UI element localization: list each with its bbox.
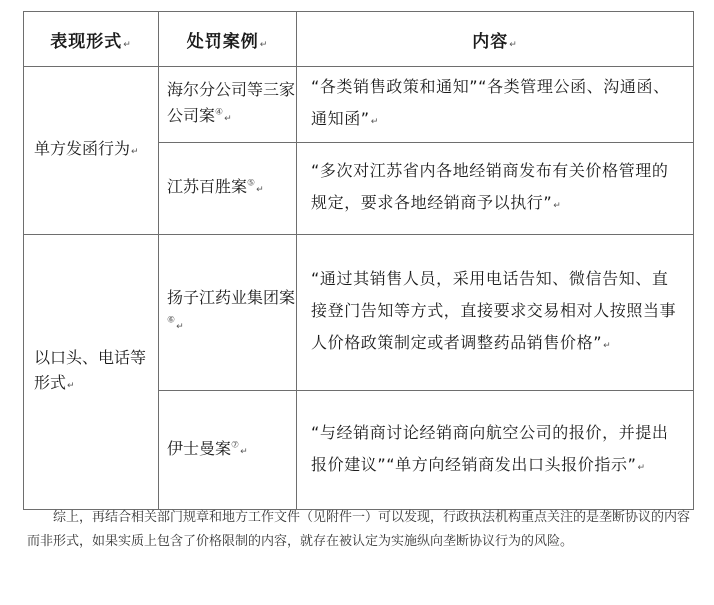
penalty-cases-table: [23, 11, 694, 510]
case-cell: 伊士曼案⑦↵: [159, 391, 297, 510]
content-cell: “通过其销售人员，采用电话告知、微信告知、直接登门告知等方式，直接要求交易相对人按照当事人价格政策制定或者调整药品销售价格”↵: [297, 235, 694, 391]
header-form: 表现形式↵: [24, 12, 159, 67]
header-case: 处罚案例↵: [159, 12, 297, 67]
table-row: [24, 67, 694, 143]
summary-paragraph: 综上，再结合相关部门规章和地方工作文件（见附件一）可以发现，行政执法机构重点关注的是垄断协议的内容而非形式，如果实质上包含了价格限制的内容，就存在被认定为实施纵向垄断协议行为的风险。: [27, 510, 691, 549]
header-content: 内容↵: [297, 12, 694, 67]
form-cell: 单方发函行为↵: [24, 67, 159, 235]
table-row: [24, 235, 694, 391]
content-cell: “各类销售政策和通知”“各类管理公函、沟通函、通知函”↵: [297, 67, 694, 143]
case-cell: 扬子江药业集团案⑥↵: [159, 235, 297, 391]
content-cell: “多次对江苏省内各地经销商发布有关价格管理的规定，要求各地经销商予以执行”↵: [297, 143, 694, 235]
table-header-row: [24, 12, 694, 67]
form-cell: 以口头、电话等形式↵: [24, 235, 159, 510]
content-cell: “与经销商讨论经销商向航空公司的报价，并提出报价建议”“单方向经销商发出口头报价指示”↵: [297, 391, 694, 510]
case-cell: 江苏百胜案⑤↵: [159, 143, 297, 235]
case-cell: 海尔分公司等三家公司案④↵: [159, 67, 297, 143]
